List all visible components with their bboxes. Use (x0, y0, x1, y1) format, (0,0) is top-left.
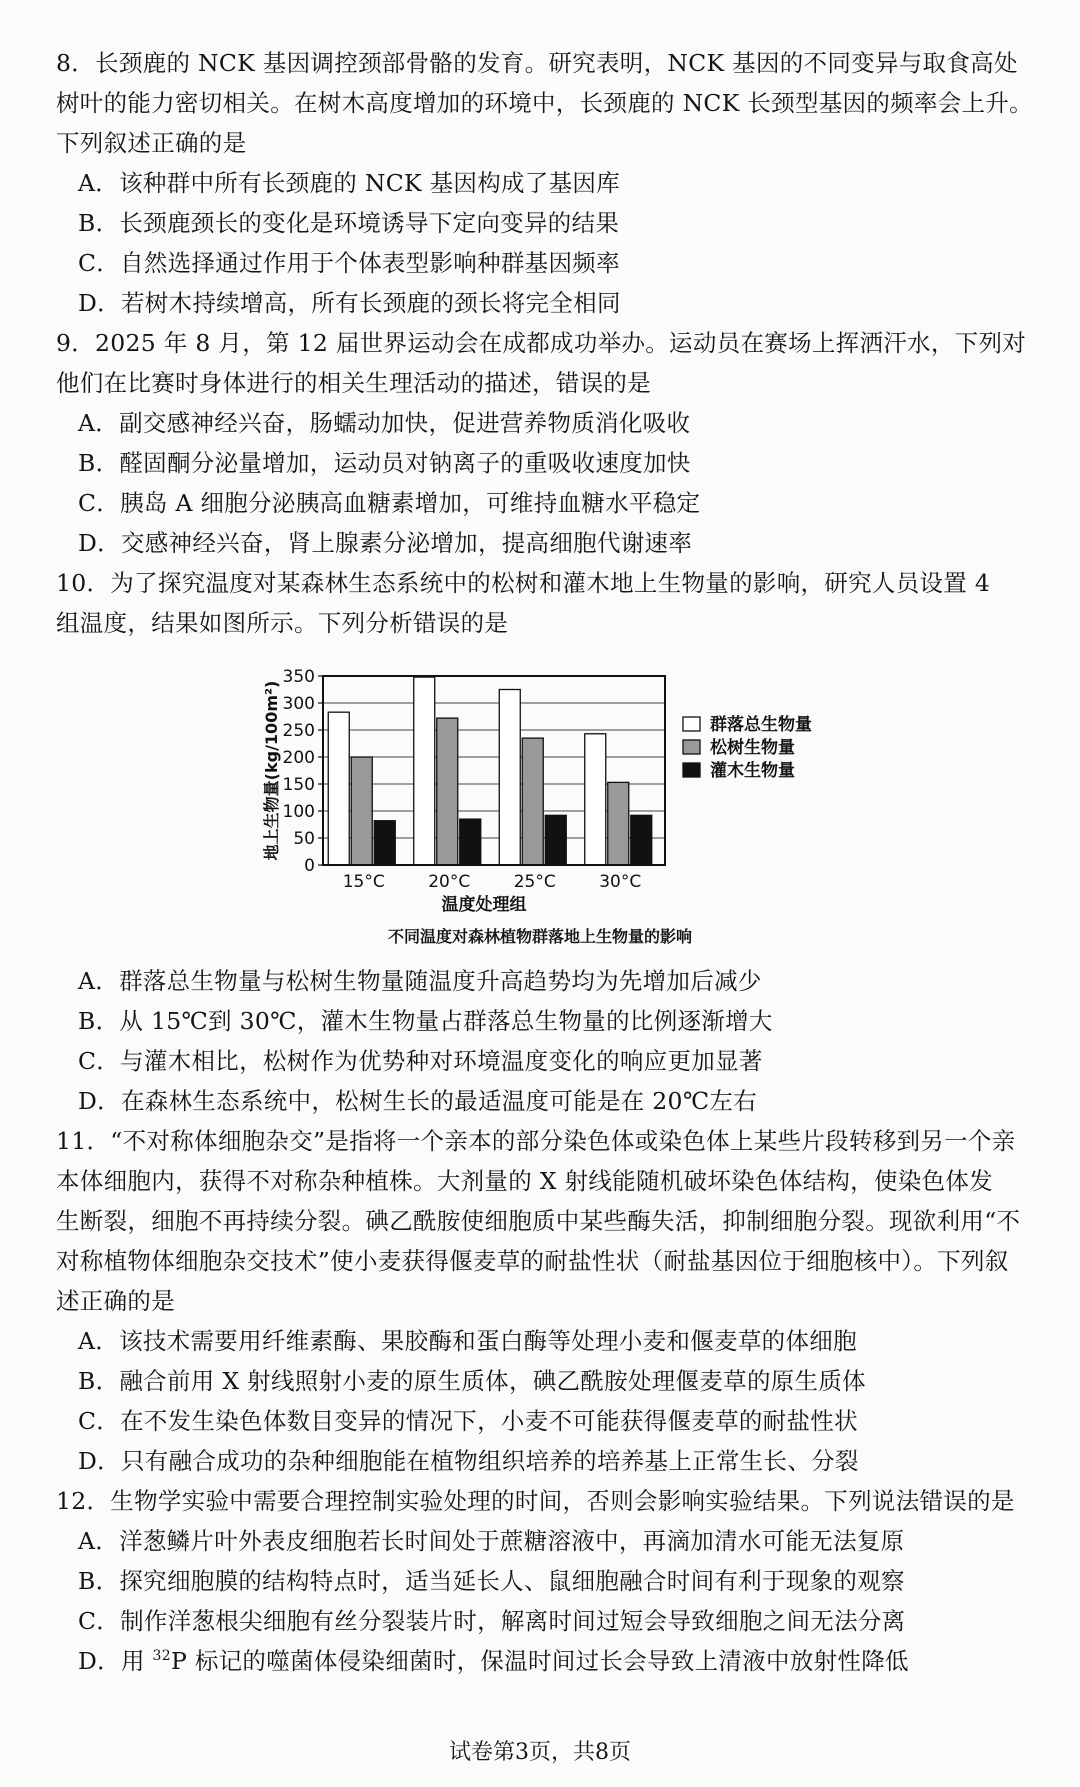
q10-option-c: C．与灌木相比，松树作为优势种对环境温度变化的响应更加显著 (78, 1047, 763, 1075)
q11-stem-line: 述正确的是 (56, 1287, 175, 1315)
y-axis-title: 地上生物量(kg/100m²) (262, 680, 281, 861)
q11-option-c: C．在不发生染色体数目变异的情况下，小麦不可能获得偃麦草的耐盐性状 (78, 1407, 858, 1435)
legend-swatch (683, 740, 700, 754)
q12-option-d-text: P 标记的噬菌体侵染细菌时，保温时间过长会导致上清液中放射性降低 (170, 1647, 909, 1675)
q12-option-a: A．洋葱鳞片叶外表皮细胞若长时间处于蔗糖溶液中，再滴加清水可能无法复原 (78, 1527, 905, 1555)
q10-stem-line: 组温度，结果如图所示。下列分析错误的是 (56, 609, 509, 637)
bar (499, 690, 520, 866)
chart-caption: 不同温度对森林植物群落地上生物量的影响 (387, 927, 692, 946)
q9-stem-line: 9．2025 年 8 月，第 12 届世界运动会在成都成功举办。运动员在赛场上挥洒汗水，下列对 (56, 329, 1027, 357)
q12-option-b: B．探究细胞膜的结构特点时，适当延长人、鼠细胞融合时间有利于现象的观察 (78, 1567, 905, 1595)
q10-stem-line: 10．为了探究温度对某森林生态系统中的松树和灌木地上生物量的影响，研究人员设置 4 (56, 569, 991, 597)
q12-option-d-prefix: D．用 (78, 1647, 153, 1675)
bar (608, 782, 629, 865)
legend-swatch (683, 717, 700, 731)
y-tick-label: 50 (293, 829, 315, 849)
q9-option-a: A．副交感神经兴奋，肠蠕动加快，促进营养物质消化吸收 (78, 409, 691, 437)
legend-label: 松树生物量 (710, 738, 795, 758)
q11-stem-line: 生断裂，细胞不再持续分裂。碘乙酰胺使细胞质中某些酶失活，抑制细胞分裂。现欲利用“不 (56, 1207, 1021, 1235)
isotope-superscript: 32 (152, 1648, 171, 1665)
bar (631, 815, 652, 865)
x-tick-label: 25°C (513, 872, 556, 892)
q9-option-b: B．醛固酮分泌量增加，运动员对钠离子的重吸收速度加快 (78, 449, 691, 477)
q12-option-d (78, 1641, 1058, 1681)
x-tick-label: 20°C (428, 872, 471, 892)
legend-label: 灌木生物量 (710, 761, 795, 781)
q8-option-c: C．自然选择通过作用于个体表型影响种群基因频率 (78, 249, 620, 277)
y-tick-label: 100 (282, 802, 315, 822)
y-tick-label: 250 (282, 721, 315, 741)
bar (374, 821, 395, 865)
q9-option-d: D．交感神经兴奋，肾上腺素分泌增加，提高细胞代谢速率 (78, 529, 693, 557)
bar (522, 738, 543, 865)
q11-stem-line: 11．“不对称体细胞杂交”是指将一个亲本的部分染色体或染色体上某些片段转移到另一个亲 (56, 1127, 1016, 1155)
bar (545, 815, 566, 865)
q10-option-a: A．群落总生物量与松树生物量随温度升高趋势均为先增加后减少 (78, 967, 762, 995)
bar (414, 677, 435, 865)
bar (585, 734, 606, 865)
q11-option-d: D．只有融合成功的杂种细胞能在植物组织培养的培养基上正常生长、分裂 (78, 1447, 859, 1475)
q11-option-a: A．该技术需要用纤维素酶、果胶酶和蛋白酶等处理小麦和偃麦草的体细胞 (78, 1327, 857, 1355)
page-footer: 试卷第3页，共8页 (449, 1740, 631, 1765)
q12-stem-line: 12．生物学实验中需要合理控制实验处理的时间，否则会影响实验结果。下列说法错误的是 (56, 1487, 1015, 1515)
bar (437, 718, 458, 865)
q10-option-b: B．从 15℃到 30℃，灌木生物量占群落总生物量的比例逐渐增大 (78, 1007, 773, 1035)
legend-swatch (683, 763, 700, 777)
q8-option-b: B．长颈鹿颈长的变化是环境诱导下定向变异的结果 (78, 209, 620, 237)
y-tick-label: 200 (282, 748, 315, 768)
bar (460, 819, 481, 865)
q8-stem-line: 下列叙述正确的是 (56, 129, 247, 157)
q11-stem-line: 本体细胞内，获得不对称杂种植株。大剂量的 X 射线能随机破坏染色体结构，使染色体发 (56, 1167, 993, 1195)
q8-stem-line: 树叶的能力密切相关。在树木高度增加的环境中，长颈鹿的 NCK 长颈型基因的频率会上升。 (56, 89, 1033, 117)
q8-option-d: D．若树木持续增高，所有长颈鹿的颈长将完全相同 (78, 289, 621, 317)
bar (351, 757, 372, 865)
bar (328, 712, 349, 865)
q8-option-a: A．该种群中所有长颈鹿的 NCK 基因构成了基因库 (78, 169, 621, 197)
q9-option-c: C．胰岛 A 细胞分泌胰高血糖素增加，可维持血糖水平稳定 (78, 489, 701, 517)
y-tick-label: 0 (304, 856, 315, 876)
q11-stem-line: 对称植物体细胞杂交技术”使小麦获得偃麦草的耐盐性状（耐盐基因位于细胞核中）。下列叙 (56, 1247, 1009, 1275)
q12-option-c: C．制作洋葱根尖细胞有丝分裂装片时，解离时间过短会导致细胞之间无法分离 (78, 1607, 906, 1635)
q11-option-b: B．融合前用 X 射线照射小麦的原生质体，碘乙酰胺处理偃麦草的原生质体 (78, 1367, 866, 1395)
legend-label: 群落总生物量 (710, 715, 812, 735)
y-tick-label: 350 (282, 667, 315, 687)
y-tick-label: 300 (282, 694, 315, 714)
q10-option-d: D．在森林生态系统中，松树生长的最适温度可能是在 20℃左右 (78, 1087, 758, 1115)
q9-stem-line: 他们在比赛时身体进行的相关生理活动的描述，错误的是 (56, 369, 651, 397)
x-tick-label: 15°C (342, 872, 385, 892)
q8-stem-line: 8．长颈鹿的 NCK 基因调控颈部骨骼的发育。研究表明，NCK 基因的不同变异与取食高处 (56, 49, 1018, 77)
x-tick-label: 30°C (599, 872, 642, 892)
x-axis-title: 温度处理组 (441, 895, 527, 915)
y-tick-label: 150 (282, 775, 315, 795)
